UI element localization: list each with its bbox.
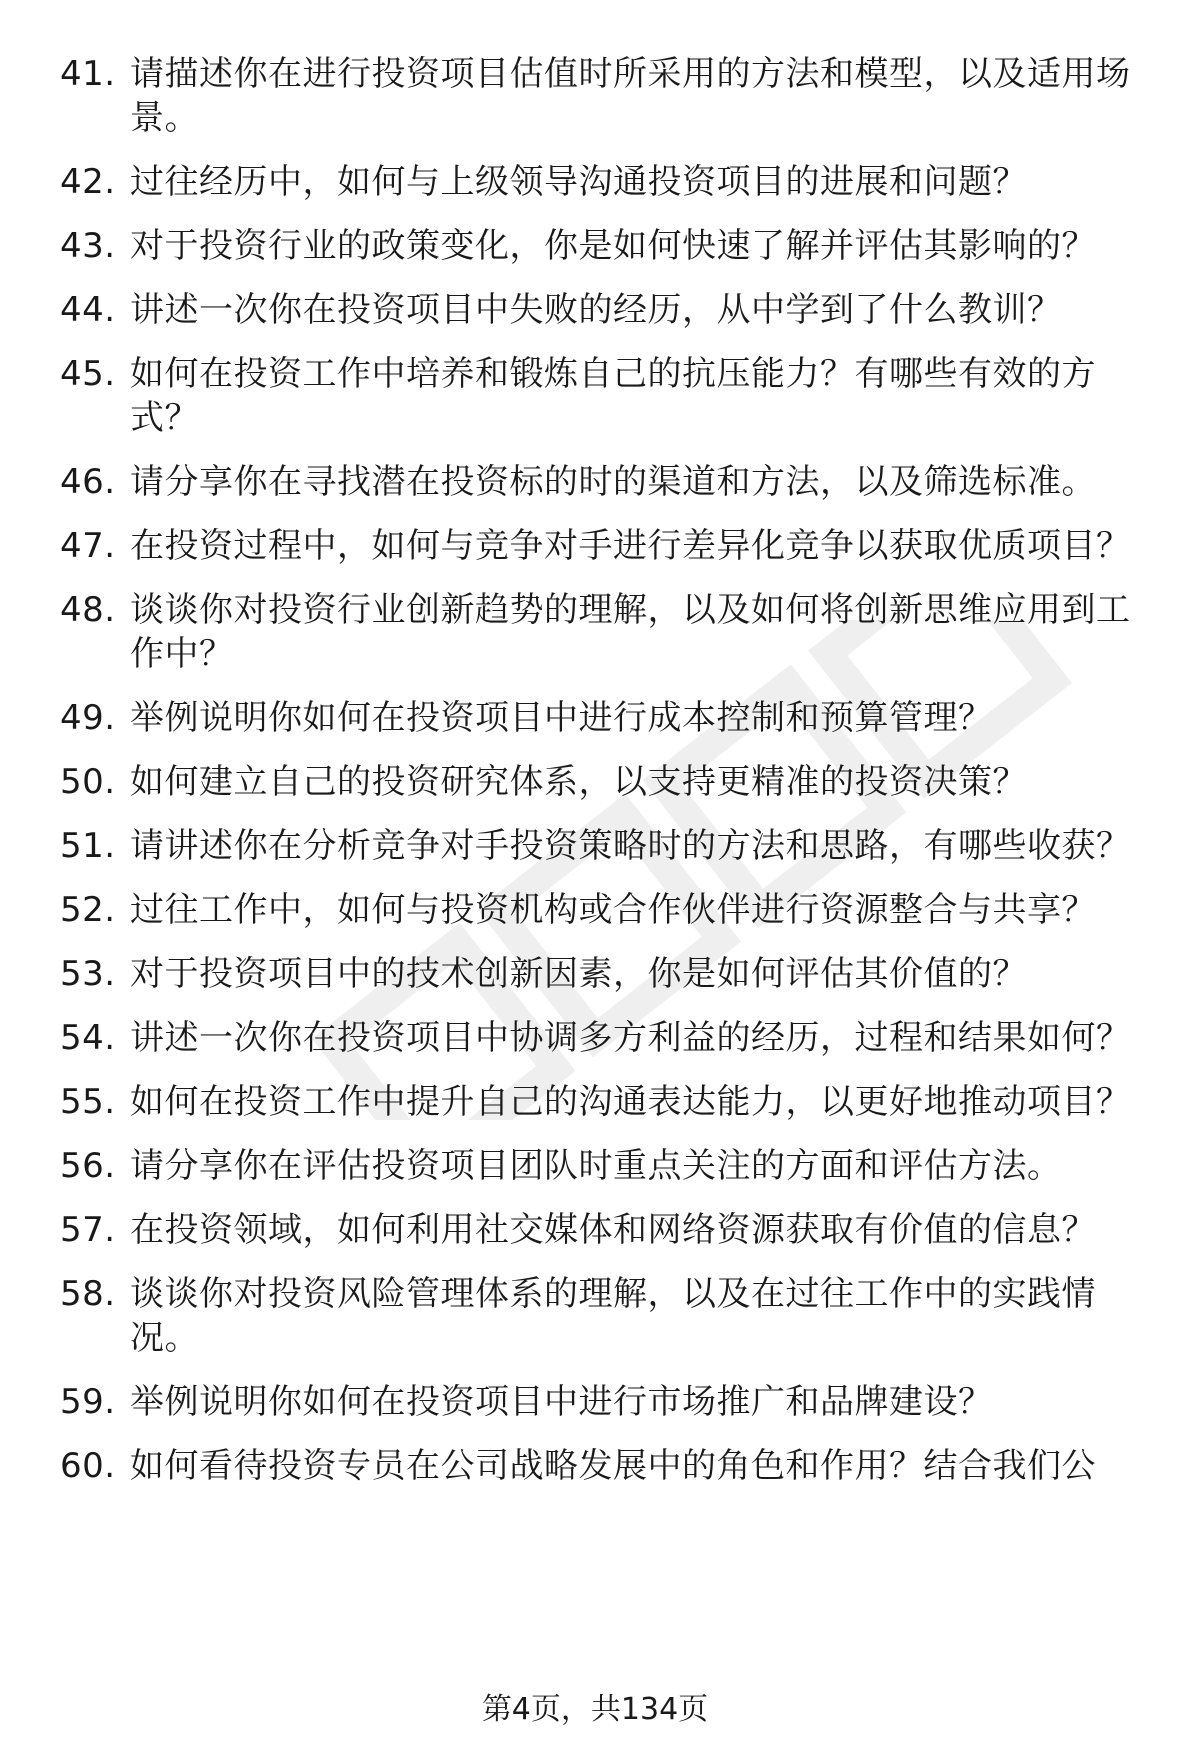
question-number: 41.	[60, 54, 116, 94]
question-number: 58.	[60, 1274, 116, 1314]
question-item-51	[60, 824, 1150, 868]
question-item-50	[60, 760, 1150, 804]
question-item-57	[60, 1208, 1150, 1252]
question-item-56	[60, 1144, 1150, 1188]
question-item-60	[60, 1444, 1150, 1488]
question-text: 过往经历中，如何与上级领导沟通投资项目的进展和问题？	[130, 162, 1027, 202]
question-number: 54.	[60, 1018, 116, 1058]
question-text: 请分享你在评估投资项目团队时重点关注的方面和评估方法。	[130, 1146, 1062, 1186]
question-text: 请讲述你在分析竞争对手投资策略时的方法和思路，有哪些收获？	[130, 826, 1131, 866]
question-text: 谈谈你对投资风险管理体系的理解，以及在过往工作中的实践情况。	[130, 1274, 1096, 1358]
question-number: 43.	[60, 226, 116, 266]
question-number: 46.	[60, 462, 116, 502]
question-item-46	[60, 460, 1150, 504]
page-number-label: 第4页，共134页	[481, 1692, 709, 1727]
question-number: 55.	[60, 1082, 116, 1122]
question-item-58	[60, 1272, 1150, 1360]
question-text: 讲述一次你在投资项目中协调多方利益的经历，过程和结果如何？	[130, 1018, 1131, 1058]
question-item-42	[60, 160, 1150, 204]
question-number: 49.	[60, 698, 116, 738]
question-item-47	[60, 524, 1150, 568]
question-number: 42.	[60, 162, 116, 202]
question-item-48	[60, 588, 1150, 676]
question-number: 48.	[60, 590, 116, 630]
question-item-55	[60, 1080, 1150, 1124]
question-item-41	[60, 52, 1150, 140]
question-text: 过往工作中，如何与投资机构或合作伙伴进行资源整合与共享？	[130, 890, 1096, 930]
question-text: 如何建立自己的投资研究体系，以支持更精准的投资决策？	[130, 762, 1027, 802]
question-text: 如何在投资工作中提升自己的沟通表达能力，以更好地推动项目？	[130, 1082, 1131, 1122]
question-number: 50.	[60, 762, 116, 802]
question-item-54	[60, 1016, 1150, 1060]
question-text: 谈谈你对投资行业创新趋势的理解，以及如何将创新思维应用到工作中？	[130, 590, 1131, 674]
question-text: 在投资过程中，如何与竞争对手进行差异化竞争以获取优质项目？	[130, 526, 1131, 566]
question-text: 如何在投资工作中培养和锻炼自己的抗压能力？有哪些有效的方式？	[130, 354, 1096, 438]
question-number: 60.	[60, 1446, 116, 1486]
question-number: 56.	[60, 1146, 116, 1186]
question-item-45	[60, 352, 1150, 440]
question-item-44	[60, 288, 1150, 332]
question-item-49	[60, 696, 1150, 740]
question-number: 59.	[60, 1382, 116, 1422]
question-item-43	[60, 224, 1150, 268]
question-text: 如何看待投资专员在公司战略发展中的角色和作用？结合我们公	[130, 1446, 1096, 1486]
question-text: 讲述一次你在投资项目中失败的经历，从中学到了什么教训？	[130, 290, 1062, 330]
question-number: 47.	[60, 526, 116, 566]
question-text: 举例说明你如何在投资项目中进行成本控制和预算管理？	[130, 698, 993, 738]
question-text: 对于投资行业的政策变化，你是如何快速了解并评估其影响的？	[130, 226, 1096, 266]
question-number: 51.	[60, 826, 116, 866]
question-number: 57.	[60, 1210, 116, 1250]
question-number: 44.	[60, 290, 116, 330]
question-number: 52.	[60, 890, 116, 930]
question-item-53	[60, 952, 1150, 996]
question-list	[60, 52, 1150, 1508]
question-item-59	[60, 1380, 1150, 1424]
question-text: 对于投资项目中的技术创新因素，你是如何评估其价值的？	[130, 954, 1027, 994]
question-number: 45.	[60, 354, 116, 394]
question-text: 请描述你在进行投资项目估值时所采用的方法和模型，以及适用场景。	[130, 54, 1131, 138]
question-item-52	[60, 888, 1150, 932]
question-text: 举例说明你如何在投资项目中进行市场推广和品牌建设？	[130, 1382, 993, 1422]
question-text: 在投资领域，如何利用社交媒体和网络资源获取有价值的信息？	[130, 1210, 1096, 1250]
question-text: 请分享你在寻找潜在投资标的时的渠道和方法，以及筛选标准。	[130, 462, 1096, 502]
page-footer	[0, 1690, 1190, 1730]
question-number: 53.	[60, 954, 116, 994]
